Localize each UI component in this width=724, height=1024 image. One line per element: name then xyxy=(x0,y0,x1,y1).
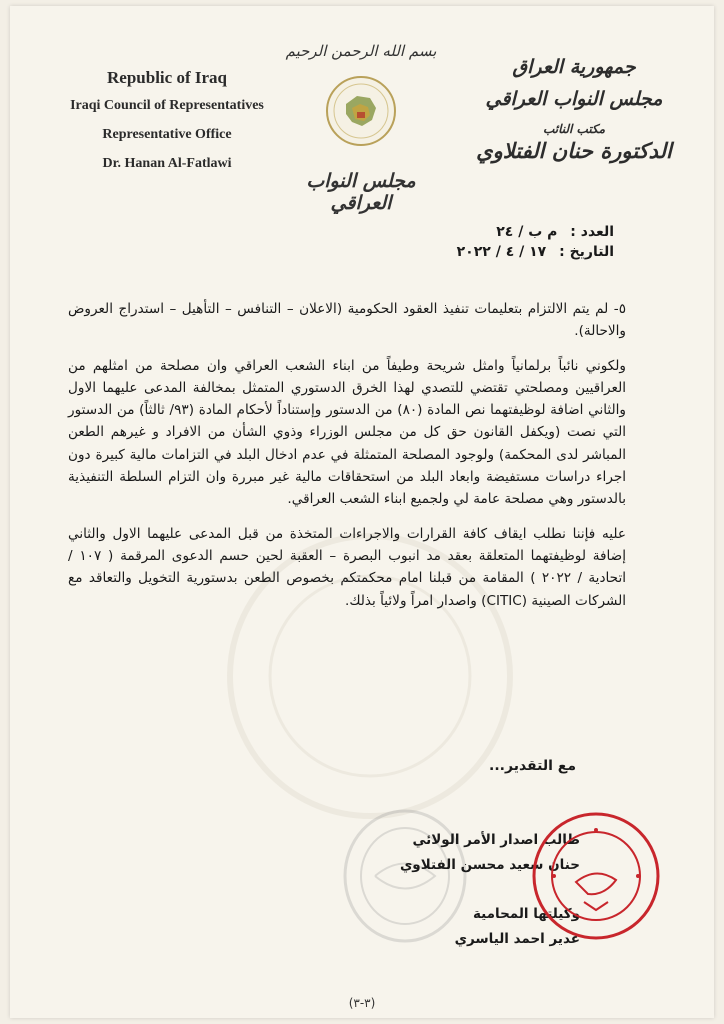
letter-body xyxy=(68,298,626,624)
requester-name: حنان سعيد محسن الفتلاوي xyxy=(399,857,580,873)
council-emblem-icon xyxy=(324,74,398,148)
reference-date-value: ١٧ / ٤ / ٢٠٢٢ xyxy=(456,244,547,260)
reference-number-value: م ب / ٢٤ xyxy=(496,224,558,240)
english-office: Representative Office xyxy=(102,127,232,142)
council-calligraphy: مجلس النواب العراقي xyxy=(306,170,416,214)
reference-date-label: التاريخ : xyxy=(559,244,614,260)
agent-title: وكيلتها المحامية xyxy=(472,906,580,922)
arabic-country: جمهورية العراق xyxy=(512,56,636,78)
english-name: Dr. Hanan Al-Fatlawi xyxy=(102,156,232,171)
letter-page xyxy=(10,6,714,1018)
reference-date-row xyxy=(457,244,614,260)
english-letterhead xyxy=(62,68,272,172)
page-number: (٣-٣) xyxy=(348,996,376,1010)
english-country: Republic of Iraq xyxy=(107,68,227,87)
english-council: Iraqi Council of Representatives xyxy=(70,98,264,113)
reference-block xyxy=(457,224,614,264)
reference-number-row xyxy=(457,224,614,240)
arabic-letterhead xyxy=(464,56,684,163)
reference-number-label: العدد : xyxy=(570,224,614,240)
official-red-stamp-icon xyxy=(530,810,662,942)
agent-name: غدير احمد الياسري xyxy=(454,931,580,947)
closing-regards: مع التقدير... xyxy=(489,758,576,774)
requester-title: طالب اصدار الأمر الولائي xyxy=(412,832,580,848)
center-letterhead xyxy=(276,38,446,214)
body-paragraph-1: ولكوني نائباً برلمانياً وامثل شريحة وطيفاً من ابناء الشعب العراقي وان مصلحة من امثلهم من العراقيين ومصلحتي تقتضي للتصدي لهذا الخرق الدستوري المتمثل بمخالفة المدعى عليهما الاول والثاني اضافة لوظيفتهما نص المادة (٨٠) من الدستور وإستناداً لأحكام المادة (٩٣/ ثالثاً) من الدستور التي نصت (ويكفل القانون حق كل من مجلس الوزراء وذوي الشأن من الافراد و غيرهم الطعن المباشر لدى المحكمة) ولوجود المصلحة المتمثلة في عدم ادخال البلد في التزامات مالية كبيرة دون اجراء دراسات مستفيضة وابعاد البلد من استحقاقات مالية غير مبررة وان التزام السلطة التنفيذية بالدستور وهي مصلحة عامة لي ولجميع ابناء الشعب العراقي. xyxy=(68,357,626,508)
arabic-name: الدكتورة حنان الفتلاوي xyxy=(476,138,672,163)
arabic-council: مجلس النواب العراقي xyxy=(485,88,663,110)
body-paragraph-2: عليه فإننا نطلب ايقاف كافة القرارات والاجراءات المتخذة من قبل المدعى عليهما الاول والثاني إضافة لوظيفتهما المتعلقة بعقد مد انبوب البصرة – العقبة لحين حسم الدعوى المرقمة ( ١٠٧ / اتحادية / ٢٠٢٢ ) المقامة من قبلنا امام محكمتكم بخصوص الطعن بدستورية التخويل والتعاقد مع الشركات الصينية (CITIC) واصدار امراً ولائياً بذلك. xyxy=(68,525,627,609)
basmala: بسم الله الرحمن الرحيم xyxy=(285,42,437,60)
arabic-office: مكتب النائب xyxy=(542,122,606,136)
body-item-5: ٥- لم يتم الالتزام بتعليمات تنفيذ العقود الحكومية (الاعلان – التنافس – التأهيل – استدراج العروض والاحالة). xyxy=(68,301,626,340)
